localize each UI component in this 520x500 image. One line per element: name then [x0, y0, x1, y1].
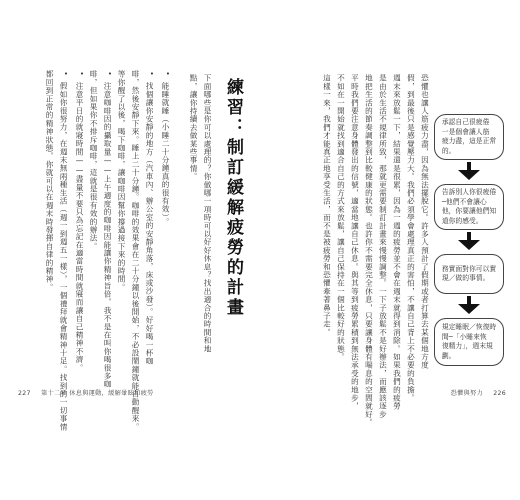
bullet-5-line-1: 假如你很努力，在週末無兩種生活（週一到週五一樣），一個禮拜就會精神十足。找到的一切事情 [59, 82, 68, 431]
right-page-number: 226 [493, 390, 506, 397]
body-col-2: 假，到最後只是感覺壓力大。我們必須學會處理真正的害怕，不讓自己背上不必要的負擔。 [406, 74, 416, 402]
left-running-head: 第十二章 休息與運動，緩解暈眩和疲勞 [41, 390, 154, 397]
flowchart-arrow-3-stem [467, 296, 471, 304]
flowchart-arrow-2-stem [467, 232, 471, 240]
right-folio-title: 恐懼與努力 [450, 390, 483, 397]
flowchart-step-2 [434, 184, 504, 230]
flowchart-step-2-text: 告訴別人你很疲倦 ─他們不會讓心 他，你要讓他們知 道你的感受。 [441, 188, 497, 225]
body-col-1: 恐懼也讓人筋疲力盡，因為無法擺脫它。許多人預計了假期或者打算去某個地方度 [420, 74, 430, 370]
flowchart-step-3-text: 務實面對你可以實 現／做的事情。 [441, 264, 497, 282]
bullet-dot-3: • [107, 70, 112, 78]
intro-line-2: 點，讓你持續去做某些事情。 [189, 74, 198, 181]
left-page [18, 70, 250, 450]
right-folio [451, 388, 506, 397]
body-col-8: 這樣一來，我們才能真正地享受生活，而不是被疲勞和恐懼牽著鼻子走。 [322, 74, 332, 337]
flowchart-step-3 [434, 254, 504, 294]
flowchart-step-1-text: 承認自己很疲倦 一是個會讓人筋 疲力盡，這是正常 的。 [441, 118, 497, 155]
flowchart-step-4-text: 規定睡眠／恢復時 間─「小睡來恢 復精力」，週末規 劃。 [441, 323, 497, 360]
bullet-dot-4: • [79, 70, 84, 78]
flowchart-step-4 [434, 318, 504, 366]
body-col-4: 是由於生活不規律所致，那就更需要制訂計畫來慢慢調整。一下子放鬆不是好辦法，而應該逐步 [378, 74, 388, 419]
intro-line-1: 下面哪些是你可以處理的？你做哪一項時可以好好休息？找出適合的時間和地 [203, 74, 212, 353]
bullet-dot-1: • [165, 70, 170, 78]
bullet-3-line-2: 啡，但如果你不排斥咖啡，這就是很有效的辦法。 [89, 70, 98, 251]
bullet-4-line-1: 注意平日的就寢時間——盡量不要只為忘記在適當時間就寢而讓自己精神不濟。 [75, 82, 84, 372]
flowchart-arrow-1 [458, 170, 480, 180]
bullet-5-line-2: 都回到正常的精神狀態，你就可以在週末時發揮自律的精神。 [45, 70, 54, 292]
exercise-heading: 練習：制訂緩解疲勞的計畫 [223, 78, 243, 318]
flowchart-arrow-2 [458, 240, 480, 250]
right-page [262, 70, 506, 450]
flowchart-arrow-1-stem [467, 162, 471, 170]
left-folio [18, 388, 154, 397]
bullet-2-line-2: 啡，然後安靜下來。睡上二十分鐘。咖啡的效果會在二十分鐘以後開始，不必設鬧鐘就能自動醒來。 [131, 70, 140, 431]
bullet-2-line-3: 等你醒了以後，喝下咖啡，讓咖啡因幫你撐過接下來的時間。 [117, 70, 126, 292]
bullet-1-line-1: 能睡就睡（小睡二十分鐘真的很有效）。 [161, 82, 170, 226]
bullet-dot-5: • [63, 70, 68, 78]
bullet-3-line-1: 注意咖啡因的攝取量——上午適度的咖啡因能讓你精神旨倍，我不是在叫你喝很多咖 [103, 82, 112, 389]
flowchart-step-1 [434, 114, 504, 160]
left-page-number: 227 [18, 390, 31, 397]
body-col-6: 平時我們要注意身體發出的信號，適當地讓自己休息。與其等到疲勞累積到無法承受的地步， [350, 74, 360, 411]
bullet-dot-2: • [149, 70, 154, 78]
body-col-7: 不如在一開始就找到適合自己的方式來放鬆，讓自己保持在一個比較好的狀態。 [336, 74, 346, 361]
body-col-3: 週末來放鬆一下，結果還是很累，因為一週的疲勞並不會在週末就得到消除。如果我們的疲勞 [392, 74, 402, 411]
flowchart-arrow-3 [458, 304, 480, 314]
body-col-5: 地把生活的節奏調整到比較健康的狀態。也許你不需要完全休息，只要讓身體有喘息的空間就好。 [364, 74, 374, 427]
bullet-2-line-1: 找個讓你安靜的地方（汽車內、辦公室的安靜角落，床或沙發）。好好喝一杯咖 [145, 82, 154, 366]
